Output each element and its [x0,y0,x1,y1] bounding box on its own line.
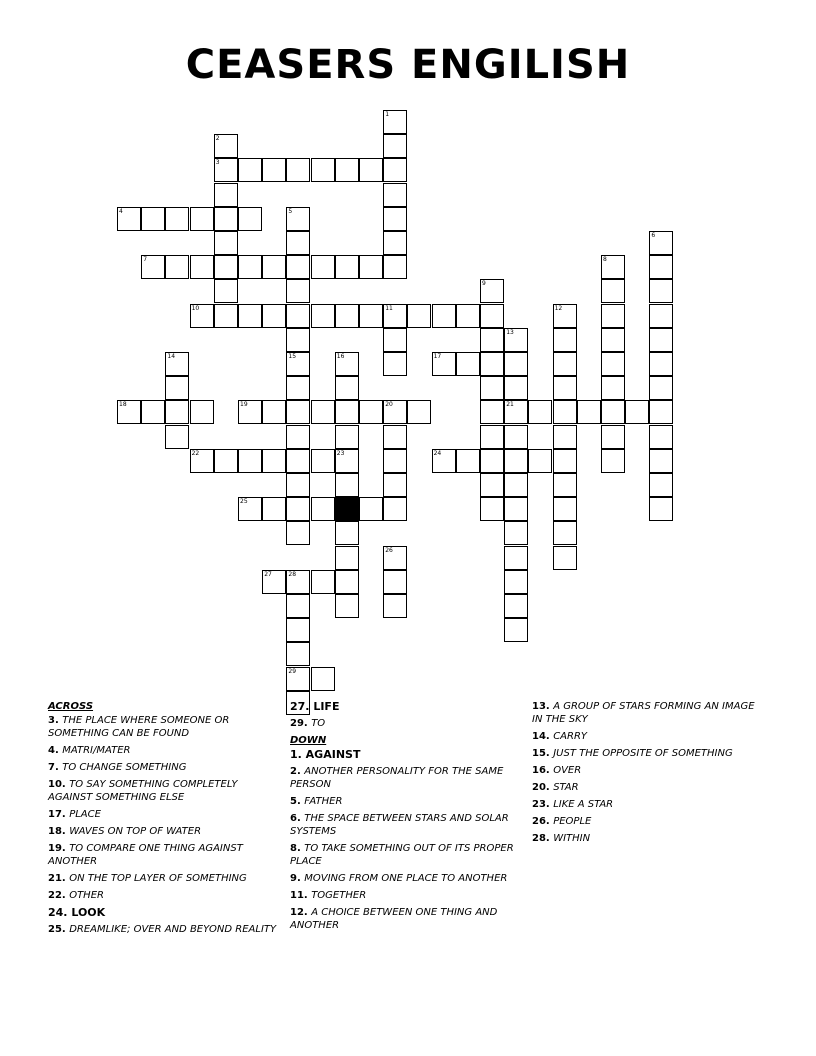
cell-number: 14 [167,353,176,360]
grid-cell[interactable] [553,328,577,352]
grid-cell[interactable] [383,473,407,497]
clue-item [48,808,278,821]
clue-item [532,700,762,726]
clue-item [532,815,762,828]
grid-cell[interactable] [335,449,359,473]
clue-item [48,744,278,757]
grid-cell[interactable] [286,618,310,642]
grid-cell[interactable] [553,352,577,376]
grid-cell[interactable] [553,376,577,400]
grid-cell[interactable] [238,400,262,424]
clue-text: TO COMPARE ONE THING AGAINST ANOTHER [48,843,243,867]
grid-cell[interactable] [528,400,552,424]
cell-number: 1 [385,111,390,118]
grid-cell[interactable] [553,497,577,521]
grid-cell[interactable] [190,449,214,473]
grid-cell[interactable] [165,352,189,376]
grid-cell[interactable] [262,304,286,328]
clue-number: 16. [532,765,554,776]
grid-cell[interactable] [286,570,310,594]
clue-number: 11. [290,890,312,901]
clue-item [48,778,278,804]
grid-cell[interactable] [432,304,456,328]
grid-cell[interactable] [504,376,528,400]
grid-cell[interactable] [311,158,335,182]
clue-number: 26. [532,816,554,827]
clue-number: 19. [48,843,70,854]
clue-text: STAR [553,782,579,793]
grid-cell[interactable] [214,255,238,279]
grid-cell[interactable] [649,279,673,303]
grid-cell[interactable] [286,304,310,328]
clue-text: OVER [553,765,582,776]
grid-cell[interactable] [504,425,528,449]
grid-cell[interactable] [335,352,359,376]
grid-cell[interactable] [262,449,286,473]
grid-cell[interactable] [311,255,335,279]
grid-cell[interactable] [335,546,359,570]
clue-item [532,730,762,743]
cell-number: 29 [288,667,297,675]
cell-number: 20 [385,401,393,409]
clue-item [532,747,762,760]
grid-cell[interactable] [214,304,238,328]
grid-cell[interactable] [286,667,310,691]
clue-text: TO [311,718,326,729]
across-heading: ACROSS [48,701,94,712]
clue-item [290,700,520,713]
grid-cell[interactable] [190,207,214,231]
clue-number: 27. [290,700,314,713]
clue-item [48,825,278,838]
clue-text: ANOTHER PERSONALITY FOR THE SAME PERSON [290,766,504,790]
cell-number: 6 [651,232,656,239]
grid-cell[interactable] [262,255,286,279]
grid-cell[interactable] [311,667,335,691]
grid-cell[interactable] [601,255,625,279]
cell-number: 22 [191,449,200,457]
grid-cell[interactable] [286,449,310,473]
grid-cell[interactable] [383,158,407,182]
grid-cell[interactable] [286,328,310,352]
clue-text: LIFE [313,700,340,713]
grid-cell[interactable] [383,400,407,424]
grid-cell[interactable] [359,158,383,182]
clue-number: 6. [290,813,305,824]
grid-cell[interactable] [335,255,359,279]
grid-cell[interactable] [165,376,189,400]
cell-number: 21 [506,401,514,409]
grid-cell[interactable] [286,521,310,545]
grid-cell[interactable] [504,497,528,521]
grid-cell[interactable] [504,570,528,594]
grid-cell[interactable] [504,546,528,570]
grid-cell[interactable] [165,400,189,424]
cell-number: 5 [288,207,293,215]
grid-cell[interactable] [117,207,141,231]
cell-number: 24 [433,449,442,457]
grid-cell[interactable] [625,400,649,424]
grid-cell[interactable] [359,400,383,424]
clue-item [48,842,278,868]
black-cell [335,497,359,521]
clue-number: 15. [532,748,554,759]
grid-cell[interactable] [504,400,528,424]
grid-cell[interactable] [649,425,673,449]
clue-text: LIKE A STAR [553,799,614,810]
grid-cell[interactable] [577,400,601,424]
grid-cell[interactable] [480,497,504,521]
clue-text: PEOPLE [553,816,592,827]
clue-number: 2. [290,766,305,777]
cell-number: 19 [240,401,248,409]
grid-cell[interactable] [504,521,528,545]
clue-number: 3. [48,715,63,726]
cell-number: 12 [554,304,563,312]
grid-cell[interactable] [214,158,238,182]
cell-number: 10 [191,304,200,312]
grid-cell[interactable] [480,400,504,424]
clue-item [290,889,520,902]
cell-number: 13 [506,328,514,336]
grid-cell[interactable] [311,400,335,424]
clue-text: CARRY [553,731,588,742]
clue-item [532,832,762,845]
grid-cell[interactable] [649,352,673,376]
grid-cell[interactable] [407,400,431,424]
clue-item [48,906,278,919]
grid-cell[interactable] [262,400,286,424]
clue-column-1 [48,700,278,940]
clue-item [532,781,762,794]
cell-number: 28 [288,570,297,578]
clue-number: 21. [48,873,70,884]
grid-cell[interactable] [286,352,310,376]
clue-text: ON THE TOP LAYER OF SOMETHING [69,873,247,884]
grid-cell[interactable] [456,449,480,473]
grid-cell[interactable] [311,570,335,594]
clue-item [290,872,520,885]
grid-cell[interactable] [649,328,673,352]
grid-cell[interactable] [335,570,359,594]
grid-cell[interactable] [359,304,383,328]
clue-text: DREAMLIKE; OVER AND BEYOND REALITY [69,924,277,935]
clue-text: TO CHANGE SOMETHING [62,762,187,773]
grid-cell[interactable] [553,425,577,449]
grid-cell[interactable] [601,400,625,424]
grid-cell[interactable] [601,352,625,376]
grid-cell[interactable] [286,400,310,424]
clue-text: A CHOICE BETWEEN ONE THING AND ANOTHER [290,907,498,931]
grid-cell[interactable] [238,158,262,182]
grid-cell[interactable] [311,449,335,473]
clue-number: 5. [290,796,305,807]
grid-cell[interactable] [383,352,407,376]
grid-cell[interactable] [165,425,189,449]
grid-cell[interactable] [383,183,407,207]
grid-cell[interactable] [141,207,165,231]
clue-number: 4. [48,745,63,756]
grid-cell[interactable] [383,207,407,231]
grid-cell[interactable] [214,449,238,473]
clue-item [532,764,762,777]
clue-text: OTHER [69,890,104,901]
grid-cell[interactable] [141,255,165,279]
grid-cell[interactable] [335,425,359,449]
clue-number: 29. [290,718,312,729]
grid-cell[interactable] [335,304,359,328]
clue-number: 1. [290,748,306,761]
grid-cell[interactable] [262,570,286,594]
grid-cell[interactable] [238,304,262,328]
grid-cell[interactable] [117,400,141,424]
grid-cell[interactable] [601,328,625,352]
grid-cell[interactable] [504,449,528,473]
grid-cell[interactable] [601,279,625,303]
clue-item [290,812,520,838]
grid-cell[interactable] [504,328,528,352]
clue-text: FATHER [304,796,343,807]
grid-cell[interactable] [432,449,456,473]
cell-number: 27 [264,570,272,578]
cell-number: 3 [215,159,220,167]
cell-number: 8 [603,256,607,264]
clue-item [290,717,520,730]
grid-cell[interactable] [335,376,359,400]
grid-cell[interactable] [601,449,625,473]
grid-cell[interactable] [407,304,431,328]
grid-cell[interactable] [311,497,335,521]
cell-number: 4 [119,207,123,215]
clue-number: 13. [532,701,554,712]
clue-number: 14. [532,731,554,742]
grid-cell[interactable] [286,497,310,521]
cell-number: 16 [336,353,345,360]
clue-number: 20. [532,782,554,793]
grid-cell[interactable] [649,376,673,400]
clue-text: JUST THE OPPOSITE OF SOMETHING [553,748,733,759]
grid-cell[interactable] [480,376,504,400]
clue-text: MATRI/MATER [62,745,131,756]
cell-number: 9 [482,280,486,288]
grid-cell[interactable] [383,328,407,352]
cell-number: 2 [215,135,220,143]
grid-cell[interactable] [335,158,359,182]
clue-text: WITHIN [553,833,591,844]
grid-cell[interactable] [553,473,577,497]
grid-cell[interactable] [456,304,480,328]
grid-cell[interactable] [480,304,504,328]
clue-text: TOGETHER [311,890,367,901]
grid-cell[interactable] [190,304,214,328]
grid-cell[interactable] [286,158,310,182]
clue-text: PLACE [69,809,101,820]
grid-cell[interactable] [335,473,359,497]
grid-cell[interactable] [238,255,262,279]
grid-cell[interactable] [238,207,262,231]
clue-number: 22. [48,890,70,901]
cell-number: 25 [240,498,248,506]
grid-cell[interactable] [141,400,165,424]
grid-cell[interactable] [286,425,310,449]
grid-cell[interactable] [335,400,359,424]
grid-cell[interactable] [528,449,552,473]
clue-item [48,761,278,774]
clue-item [290,906,520,932]
cell-number: 17 [433,353,442,360]
grid-cell[interactable] [504,473,528,497]
grid-cell[interactable] [383,255,407,279]
clue-number: 12. [290,907,312,918]
grid-cell[interactable] [238,497,262,521]
grid-cell[interactable] [432,352,456,376]
grid-cell[interactable] [359,497,383,521]
grid-cell[interactable] [504,352,528,376]
grid-cell[interactable] [165,207,189,231]
clue-item [48,872,278,885]
clue-text: TO SAY SOMETHING COMPLETELY AGAINST SOMETHING ELSE [48,779,238,803]
clue-text: AGAINST [305,748,361,761]
grid-cell[interactable] [214,231,238,255]
cell-number: 26 [385,546,393,554]
grid-cell[interactable] [238,449,262,473]
cell-number: 7 [143,256,148,264]
grid-cell[interactable] [262,497,286,521]
clue-item [290,748,520,761]
clue-number: 25. [48,924,70,935]
clue-number: 28. [532,833,554,844]
down-heading: DOWN [290,735,327,746]
grid-cell[interactable] [335,521,359,545]
grid-cell[interactable] [480,425,504,449]
grid-cell[interactable] [383,134,407,158]
grid-cell[interactable] [456,352,480,376]
clue-number: 8. [290,843,305,854]
grid-cell[interactable] [262,158,286,182]
grid-cell[interactable] [480,473,504,497]
grid-cell[interactable] [480,449,504,473]
grid-cell[interactable] [553,304,577,328]
clue-text: TO TAKE SOMETHING OUT OF ITS PROPER PLACE [290,843,514,867]
clue-number: 17. [48,809,70,820]
clue-text: THE PLACE WHERE SOMEONE OR SOMETHING CAN BE FOUND [48,715,230,739]
cell-number: 23 [336,449,345,457]
grid-cell[interactable] [286,594,310,618]
grid-cell[interactable] [553,400,577,424]
grid-cell[interactable] [286,279,310,303]
grid-cell[interactable] [359,255,383,279]
grid-cell[interactable] [601,425,625,449]
grid-cell[interactable] [383,304,407,328]
clue-number: 23. [532,799,554,810]
clue-item [532,798,762,811]
cell-number: 15 [288,353,297,360]
grid-cell[interactable] [214,134,238,158]
grid-cell[interactable] [649,255,673,279]
grid-cell[interactable] [286,255,310,279]
clue-number: 18. [48,826,70,837]
grid-cell[interactable] [383,594,407,618]
grid-cell[interactable] [649,473,673,497]
grid-cell[interactable] [553,449,577,473]
grid-cell[interactable] [480,352,504,376]
grid-cell[interactable] [286,231,310,255]
clue-number: 7. [48,762,63,773]
grid-cell[interactable] [504,594,528,618]
grid-cell[interactable] [601,304,625,328]
grid-cell[interactable] [383,425,407,449]
grid-cell[interactable] [649,231,673,255]
grid-cell[interactable] [286,473,310,497]
grid-cell[interactable] [601,376,625,400]
clue-item [48,923,278,936]
grid-cell[interactable] [214,279,238,303]
grid-cell[interactable] [553,546,577,570]
clue-item [48,889,278,902]
cell-number: 11 [385,304,393,312]
grid-cell[interactable] [383,231,407,255]
grid-cell[interactable] [649,497,673,521]
clue-item [48,714,278,740]
grid-cell[interactable] [214,207,238,231]
grid-cell[interactable] [383,546,407,570]
grid-cell[interactable] [383,570,407,594]
grid-cell[interactable] [286,642,310,666]
clue-item [290,795,520,808]
clue-column-2 [290,700,520,936]
clue-item [290,765,520,791]
grid-cell[interactable] [286,376,310,400]
grid-cell[interactable] [286,207,310,231]
grid-cell[interactable] [480,279,504,303]
grid-cell[interactable] [504,618,528,642]
clue-text: THE SPACE BETWEEN STARS AND SOLAR SYSTEMS [290,813,509,837]
clue-text: MOVING FROM ONE PLACE TO ANOTHER [304,873,508,884]
grid-cell[interactable] [165,255,189,279]
cell-number: 18 [119,401,127,409]
clue-number: 10. [48,779,70,790]
grid-cell[interactable] [649,304,673,328]
grid-cell[interactable] [383,449,407,473]
clue-text: A GROUP OF STARS FORMING AN IMAGE IN THE SKY [532,701,755,725]
grid-cell[interactable] [480,328,504,352]
grid-cell[interactable] [649,449,673,473]
grid-cell[interactable] [214,183,238,207]
grid-cell[interactable] [383,110,407,134]
grid-cell[interactable] [649,400,673,424]
grid-cell[interactable] [190,400,214,424]
grid-cell[interactable] [335,594,359,618]
clue-item [290,842,520,868]
grid-cell[interactable] [190,255,214,279]
puzzle-title: CEASERS ENGILISH [185,42,631,88]
clue-text: LOOK [71,906,106,919]
grid-cell[interactable] [311,304,335,328]
clue-text: WAVES ON TOP OF WATER [69,826,202,837]
clue-number: 9. [290,873,305,884]
grid-cell[interactable] [553,521,577,545]
clue-column-3 [532,700,762,849]
clue-number: 24. [48,906,72,919]
grid-cell[interactable] [383,497,407,521]
